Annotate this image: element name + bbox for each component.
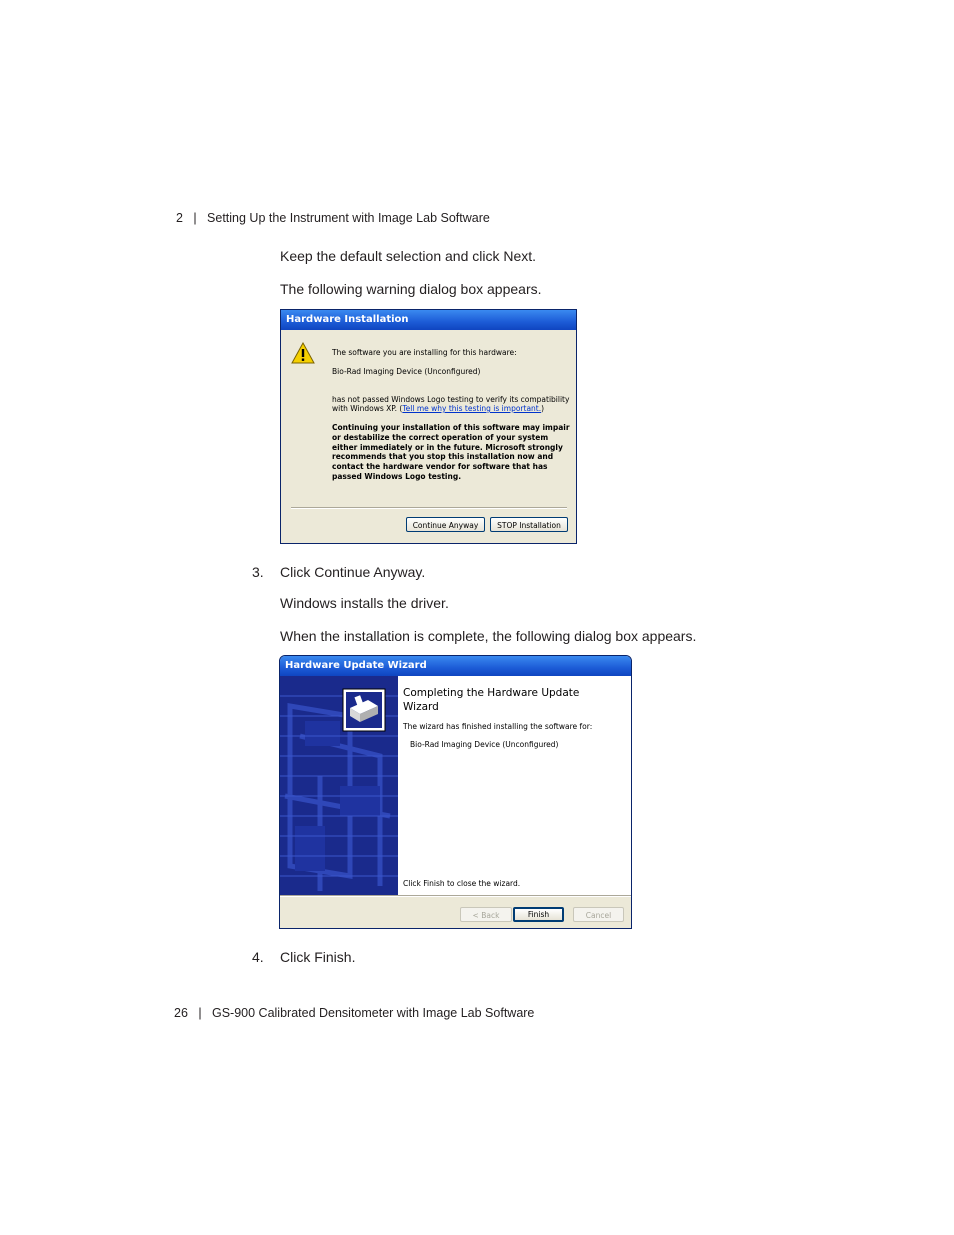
dialog1-warning-line: passed Windows Logo testing. [332,471,462,481]
running-footer [174,1006,534,1020]
dialog1-intro-text: The software you are installing for this hardware: [332,348,517,357]
dialog1-logo-text-1: has not passed Windows Logo testing to verify its compatibility [332,395,570,404]
paragraph-warning-appears: The following warning dialog box appears. [280,281,542,297]
step-3-text: Click Continue Anyway. [280,564,426,580]
wizard-finished-text: The wizard has finished installing the software for: [403,722,593,731]
dialog1-warning-block [332,423,570,482]
wizard-divider [280,895,632,897]
dialog1-warning-line: or destabilize the correct operation of your system [332,432,549,442]
back-button[interactable]: < Back [460,907,512,922]
wizard-title-bar: Hardware Update Wizard [280,656,631,676]
wizard-heading [403,686,579,714]
wizard-heading-line: Completing the Hardware Update [403,687,580,699]
dialog1-logo-text-2: with Windows XP. (Tell me why this testing is important.) [332,404,545,413]
finish-button[interactable]: Finish [513,907,564,922]
footer-title: GS-900 Calibrated Densitometer with Image Lab Software [212,1006,535,1020]
dialog1-warning-line: recommends that you stop this installation now and [332,452,554,462]
step-4-number: 4. [252,949,264,965]
dialog1-device-name: Bio-Rad Imaging Device (Unconfigured) [332,367,481,376]
paragraph-installation-complete: When the installation is complete, the following dialog box appears. [280,628,697,644]
hardware-installation-dialog [280,309,577,544]
wizard-close-instruction: Click Finish to close the wizard. [403,879,521,888]
step-3-number: 3. [252,564,264,580]
dialog1-logo-text-2-label: with Windows XP. [332,404,398,413]
stop-installation-button[interactable]: STOP Installation [490,517,568,532]
warning-icon [291,342,315,364]
dialog1-warning-line: either immediately or in the future. Microsoft strongly [332,442,563,452]
continue-anyway-button[interactable]: Continue Anyway [406,517,485,532]
dialog-title-bar: Hardware Installation [281,310,576,330]
paragraph-windows-installs: Windows installs the driver. [280,595,449,611]
cancel-button[interactable]: Cancel [573,907,624,922]
header-page-number: 2 [176,211,183,225]
header-separator: | [193,211,197,225]
wizard-device-name: Bio-Rad Imaging Device (Unconfigured) [410,740,559,749]
hardware-wizard-icon [342,688,386,732]
dialog1-divider [291,507,567,509]
paragraph-keep-default: Keep the default selection and click Next. [280,248,537,264]
hardware-update-wizard-dialog [279,655,632,929]
wizard-heading-line: Wizard [403,701,439,713]
why-testing-link[interactable]: Tell me why this testing is important. [402,404,542,413]
footer-page-number: 26 [174,1006,188,1020]
dialog1-warning-line: Continuing your installation of this software may impair [332,423,570,432]
wizard-content-panel [398,676,632,895]
step-4-text: Click Finish. [280,949,356,965]
header-title: Setting Up the Instrument with Image Lab Software [207,211,490,225]
running-header [176,211,490,225]
dialog1-warning-line: contact the hardware vendor for software that has [332,462,548,472]
footer-separator: | [198,1006,202,1020]
